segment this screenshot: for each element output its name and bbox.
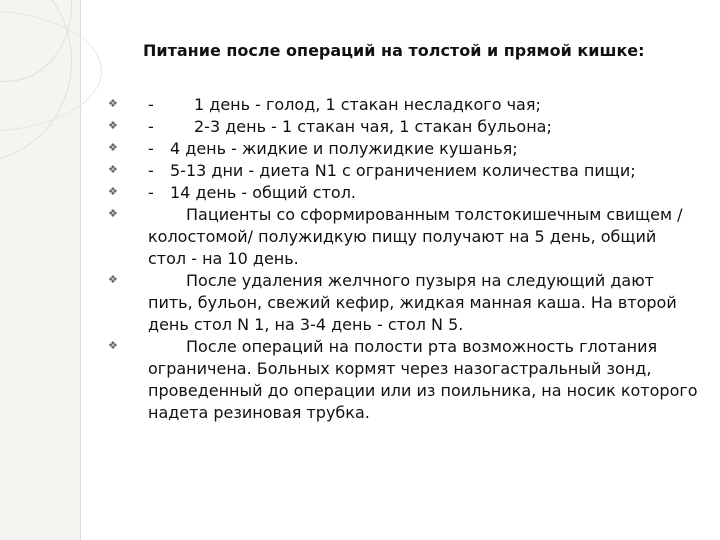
item-text: Пациенты со сформированным толстокишечным свищем /колостомой/ полужидкую пищу получают на 5 день, общий стол - на 10 день.	[148, 205, 683, 268]
hollow-diamond-bullet-icon: ❖	[108, 185, 118, 198]
item-dash: -	[148, 183, 154, 202]
list-item	[108, 116, 698, 138]
hollow-diamond-bullet-icon: ❖	[108, 207, 118, 220]
list-item	[108, 182, 698, 204]
hollow-diamond-bullet-icon: ❖	[108, 141, 118, 154]
item-text: После удаления желчного пузыря на следующий дают пить, бульон, свежий кефир, жидкая манная каша. На второй день стол N 1, на 3-4 день - стол N 5.	[148, 271, 677, 334]
hollow-diamond-bullet-icon: ❖	[108, 119, 118, 132]
hollow-diamond-bullet-icon: ❖	[108, 97, 118, 110]
list-item	[108, 204, 698, 270]
hollow-diamond-bullet-icon: ❖	[108, 273, 118, 286]
slide-title: Питание после операций на толстой и прямой кишке:	[143, 41, 645, 60]
item-text: 14 день - общий стол.	[170, 183, 357, 202]
list-item	[108, 94, 698, 116]
item-text: 4 день - жидкие и полужидкие кушанья;	[170, 139, 518, 158]
item-text: 1 день - голод, 1 стакан несладкого чая;	[194, 95, 541, 114]
item-dash: -	[148, 139, 154, 158]
hollow-diamond-bullet-icon: ❖	[108, 339, 118, 352]
list-item	[108, 336, 698, 424]
item-text: 5-13 дни - диета N1 с ограничением количества пищи;	[170, 161, 636, 180]
decorative-side-panel	[0, 0, 81, 540]
decorative-arc	[0, 10, 102, 132]
item-dash: -	[148, 95, 154, 114]
list-item	[108, 138, 698, 160]
item-text: После операций на полости рта возможность глотания ограничена. Больных кормят через назогастральный зонд, проведенный до операции или из поильника, на носик которого надета резиновая трубка.	[148, 337, 698, 422]
list-item	[108, 160, 698, 182]
bullet-list	[108, 94, 698, 424]
item-dash: -	[148, 161, 154, 180]
item-text: 2-3 день - 1 стакан чая, 1 стакан бульона;	[194, 117, 552, 136]
hollow-diamond-bullet-icon: ❖	[108, 163, 118, 176]
list-item	[108, 270, 698, 336]
item-dash: -	[148, 117, 154, 136]
